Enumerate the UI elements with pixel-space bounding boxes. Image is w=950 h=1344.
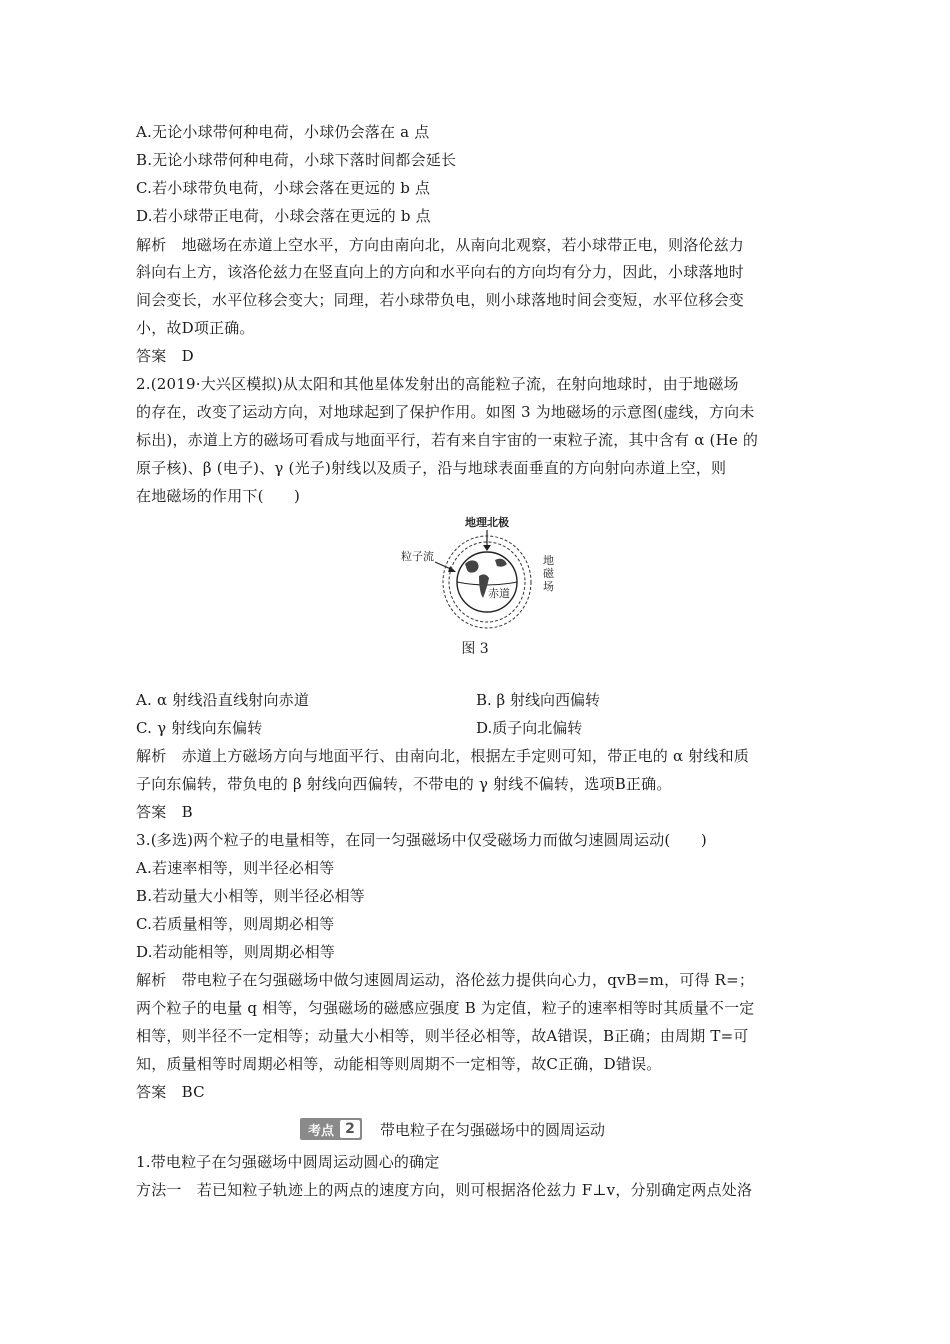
q3-option-c: C.若质量相等，则周期必相等 — [136, 915, 335, 933]
particle-stream-label: 粒子流 — [401, 550, 434, 563]
q1-analysis-line: 斜向右上方，该洛伦兹力在竖直向上的方向和水平向右的方向均有分力，因此，小球落地时 — [136, 263, 745, 281]
q1-option-a: A.无论小球带何种电荷，小球仍会落在 a 点 — [136, 123, 430, 141]
q3-analysis-line: 相等，则半径不一定相等；动量大小相等，则半径必相等，故A错误，B正确；由周期 T=可 — [136, 1027, 749, 1045]
figure-caption: 图 3 — [461, 641, 489, 657]
q3-option-b: B.若动量大小相等，则半径必相等 — [136, 887, 365, 905]
north-pole-arrowhead — [483, 545, 491, 551]
q2-option-c: C. γ 射线向东偏转 — [136, 719, 263, 737]
q3-analysis-line: 两个粒子的电量 q 相等，匀强磁场的磁感应强度 B 为定值，粒子的速率相等时其质量不一定 — [136, 999, 755, 1017]
q2-stem-line: 2.(2019·大兴区模拟)从太阳和其他星体发射出的高能粒子流，在射向地球时，由于地磁场 — [136, 375, 739, 393]
q1-option-c: C.若小球带负电荷，小球会落在更远的 b 点 — [136, 179, 431, 197]
q2-stem-line: 原子核)、β (电子)、γ (光子)射线以及质子，沿与地球表面垂直的方向射向赤道上空，则 — [136, 459, 727, 477]
field-label-char: 场 — [543, 580, 554, 593]
q1-option-b: B.无论小球带何种电荷，小球下落时间都会延长 — [136, 151, 457, 169]
section-line: 1.带电粒子在匀强磁场中圆周运动圆心的确定 — [136, 1153, 440, 1171]
q1-answer: 答案 D — [136, 347, 194, 365]
section-badge-number: 2 — [340, 1120, 360, 1138]
q2-analysis-line: 解析 赤道上方磁场方向与地面平行、由南向北，根据左手定则可知，带正电的 α 射线和质 — [136, 747, 750, 765]
section-badge-text: 考点 — [308, 1123, 335, 1139]
section-title: 带电粒子在匀强磁场中的圆周运动 — [380, 1120, 606, 1139]
q2-stem-line: 在地磁场的作用下( ) — [136, 487, 301, 505]
q1-analysis-line: 解析 地磁场在赤道上空水平，方向由南向北，从南向北观察，若小球带正电，则洛伦兹力 — [136, 236, 745, 254]
q2-option-a: A. α 射线沿直线射向赤道 — [136, 691, 310, 709]
q2-analysis-line: 子向东偏转，带负电的 β 射线向西偏转，不带电的 γ 射线不偏转，选项B正确。 — [136, 775, 672, 793]
q2-stem-line: 标出)，赤道上方的磁场可看成与地面平行，若有来自宇宙的一束粒子流，其中含有 α (He 的 — [136, 431, 759, 449]
q1-option-d: D.若小球带正电荷，小球会落在更远的 b 点 — [136, 207, 431, 225]
north-pole-label: 地理北极 — [465, 516, 509, 529]
section-line: 方法一 若已知粒子轨迹上的两点的速度方向，则可根据洛伦兹力 F⊥v，分别确定两点处洛 — [136, 1181, 753, 1199]
q3-analysis-line: 知，质量相等时周期必相等，动能相等则周期不一定相等，故C正确，D错误。 — [136, 1055, 662, 1073]
q1-analysis-line: 间会变长，水平位移会变大；同理，若小球带负电，则小球落地时间会变短，水平位移会变 — [136, 291, 745, 309]
section-heading — [300, 1116, 605, 1142]
earth-magnetic-field-figure — [395, 512, 565, 632]
q1-analysis-line: 小，故D项正确。 — [136, 319, 255, 337]
field-label-char: 磁 — [543, 567, 554, 580]
section-badge — [300, 1118, 362, 1140]
q3-option-a: A.若速率相等，则半径必相等 — [136, 859, 335, 877]
field-label-char: 地 — [543, 554, 554, 567]
q3-option-d: D.若动能相等，则周期必相等 — [136, 943, 336, 961]
q3-stem: 3.(多选)两个粒子的电量相等，在同一匀强磁场中仅受磁场力而做匀速圆周运动( ) — [136, 831, 707, 849]
q2-stem-line: 的存在，改变了运动方向，对地球起到了保护作用。如图 3 为地磁场的示意图(虚线，方向未 — [136, 403, 755, 421]
q2-option-d: D.质子向北偏转 — [476, 719, 583, 737]
q3-analysis-line: 解析 带电粒子在匀强磁场中做匀速圆周运动，洛伦兹力提供向心力，qvB=m，可得 R=； — [136, 971, 755, 989]
q3-answer: 答案 BC — [136, 1083, 205, 1101]
q2-answer: 答案 B — [136, 803, 193, 821]
q2-option-b: B. β 射线向西偏转 — [476, 691, 600, 709]
equator-label: 赤道 — [488, 587, 510, 600]
